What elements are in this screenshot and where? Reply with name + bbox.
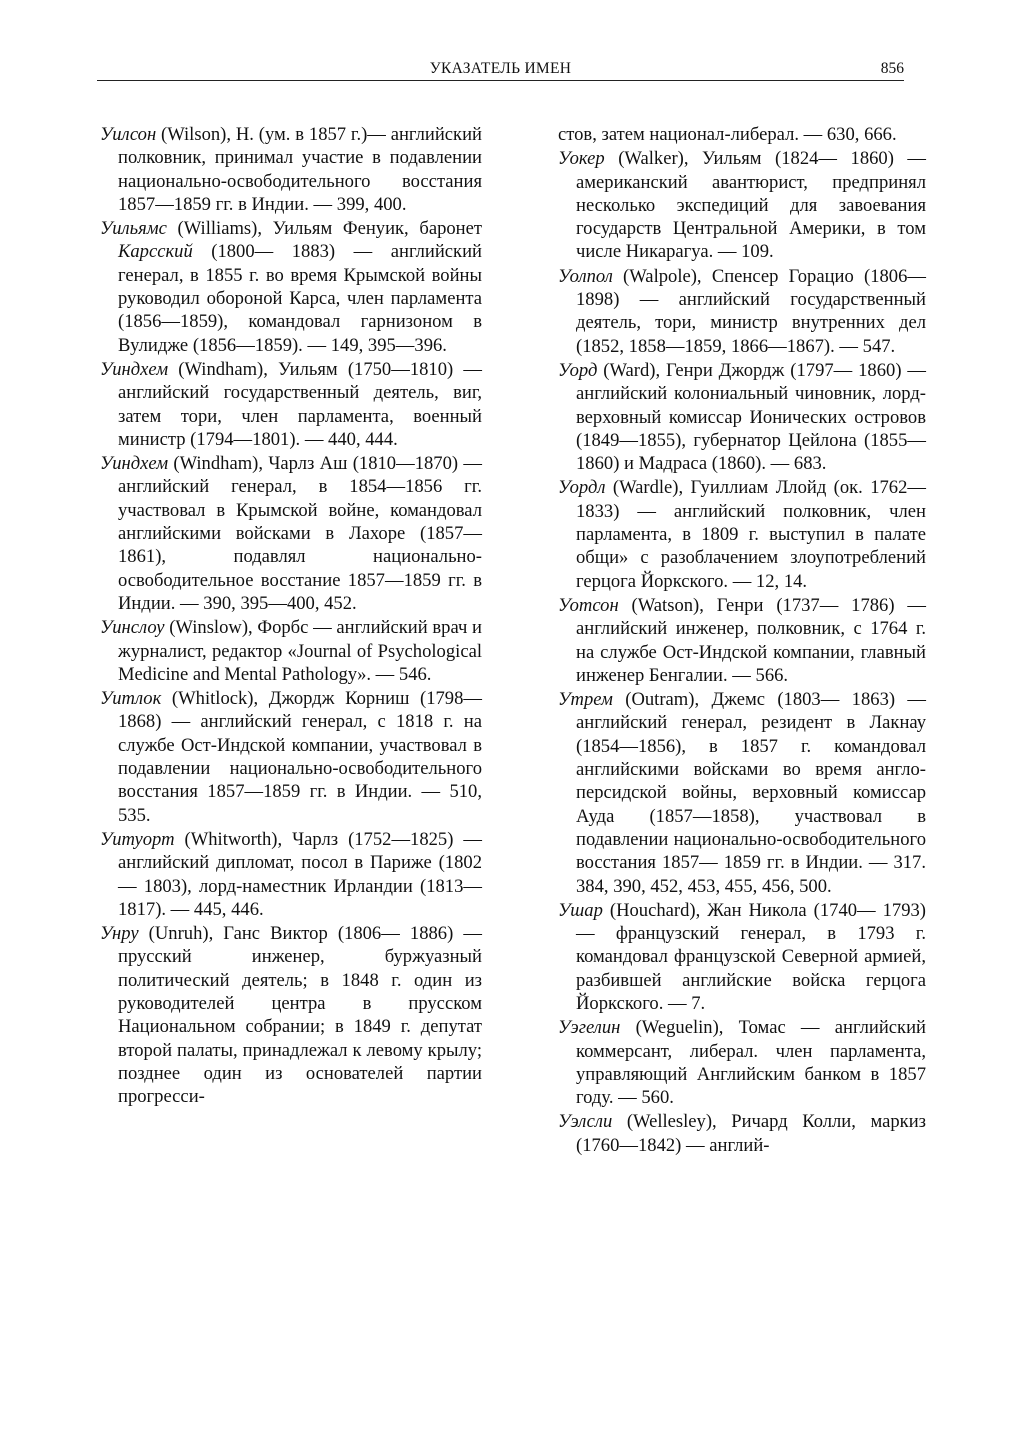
entry-name: Уитуорт (100, 828, 175, 850)
entry-text: (Windham), Уильям (1750—1810) — английский государственный деятель, виг, затем тори, член парламента, военный министр (1794—1801). — 440, 444. (118, 358, 482, 450)
index-entry (558, 1110, 926, 1157)
page-number: 856 (880, 60, 904, 77)
index-entry (558, 594, 926, 687)
left-column (100, 123, 482, 1109)
entry-name: Уилсон (100, 124, 157, 145)
entry-name: Уэгелин (558, 1017, 621, 1039)
entry-title: Карсский (118, 241, 193, 263)
entry-name: Уиндхем (100, 358, 169, 380)
entry-text: (Walpole), Спенсер Горацио (1806—1898) — английский государственный деятель, тори, министр внутренних дел (1852, 1858—1859, 1866—1867). — 547. (576, 265, 926, 357)
entry-text: (Winslow), Форбс — английский врач и журналист, редактор «Journal of Psychological Medicine and Mental Pathology». — 546. (118, 617, 482, 685)
entry-continuation (558, 123, 926, 146)
right-column (558, 123, 926, 1158)
entry-text: (Ward), Генри Джордж (1797— 1860) — английский колониальный чиновник, лорд-верховный комиссар Ионических островов (1849—1855), губернатор Цейлона (1855—1860) и Мадраса (1860). — 683. (576, 359, 926, 475)
entry-name: Уинслоу (100, 617, 165, 639)
index-entry (558, 899, 926, 1015)
entry-name: Уокер (558, 148, 605, 170)
entry-name: Унру (100, 923, 139, 945)
entry-text: (Williams), Уильям Фенуик, баронет (166, 218, 482, 240)
entry-text: (Wardle), Гуиллиам Ллойд (ок. 1762—1833) — английский полковник, член парламента, в 1809 г. выступил в палате общи» с разоблачением злоупотреблений герцога Йоркского. — 12, 14. (576, 477, 926, 592)
entry-name: Уильямс (100, 218, 167, 240)
entry-name: Уиндхем (100, 453, 169, 475)
entry-name: Утрем (558, 689, 613, 711)
index-entry (558, 688, 926, 898)
entry-text: (Unruh), Ганс Виктор (1806— 1886) — прусский инженер, буржуазный политический деятель; в 1848 г. один из руководителей центра в прусском Национальном собрании; в 1849 г. депутат второй палаты, принадлежал к левому крылу; позднее один из основателей партии прогресси- (118, 923, 482, 1108)
index-entry (100, 616, 482, 686)
entry-name: Уотсон (558, 594, 619, 616)
entry-text: (Houchard), Жан Никола (1740— 1793) — французский генерал, в 1793 г. командовал французской Северной армией, разбившей английские войска герцога Йоркского. — 7. (576, 899, 926, 1014)
index-entry (558, 265, 926, 358)
entry-text: (Weguelin), Томас — английский коммерсант, либерал. член парламента, управляющий Английским банком в 1857 году. — 560. (576, 1017, 926, 1109)
entry-text: (Outram), Джемс (1803— 1863) — английский генерал, резидент в Лакнау (1854—1856), в 1857 г. командовал английскими войсками во время англо-персидской войны, верховный комиссар Ауда (1857—1858), участвовал в подавлении национально-освободительного восстания 1857— 1859 гг. в Индии. — 317. 384, 390, 452, 453, 455, 456, 500. (576, 689, 926, 897)
index-entry (558, 476, 926, 592)
entry-name: Уитлок (100, 688, 162, 710)
header-title: УКАЗАТЕЛЬ ИМЕН (429, 60, 572, 77)
index-entry (100, 828, 482, 921)
index-entry (558, 147, 926, 263)
entry-text: (1800— 1883) — английский генерал, в 1855 г. во время Крымской войны руководил обороной Карса, член парламента (1856—1859), командовал гарнизоном в Вулидже (1856—1859). — 149, 395—396. (118, 241, 482, 356)
entry-text: (Wilson), Н. (ум. в 1857 г.)— английский полковник, принимал участие в подавлении национально-освободительного восстания 1857—1859 гг. в Индии. — 399, 400. (118, 124, 482, 215)
entry-text: (Windham), Чарлз Аш (1810—1870) — английский генерал, в 1854—1856 гг. участвовал в Крымской войне, командовал английскими войсками в Лахоре (1857—1861), подавлял национально-освободительное восстание 1857—1859 гг. в Индии. — 390, 395—400, 452. (118, 453, 482, 614)
index-entry (558, 1016, 926, 1109)
index-entry (100, 217, 482, 357)
entry-text: (Wellesley), Ричард Колли, маркиз (1760—1842) — англий- (576, 1111, 926, 1156)
entry-name: Уордл (558, 477, 606, 499)
index-entry (100, 452, 482, 615)
index-entry (100, 922, 482, 1108)
entry-text: стов, затем национал-либерал. — 630, 666. (558, 124, 897, 145)
entry-name: Уолпол (558, 265, 613, 287)
index-entry (100, 687, 482, 827)
entry-text: (Whitlock), Джордж Корниш (1798—1868) — английский генерал, с 1818 г. на службе Ост-Индской компании, участвовал в подавлении национально-освободительного восстания 1857—1859 гг. в Индии. — 510, 535. (118, 688, 482, 826)
entry-text: (Watson), Генри (1737— 1786) — английский инженер, полковник, с 1764 г. на службе Ост-Индской компании, главный инженер Бенгалии. — 566. (576, 594, 926, 686)
index-entry (558, 359, 926, 475)
entry-name: Ушар (558, 899, 603, 921)
running-header (97, 58, 904, 81)
entry-name: Уорд (558, 359, 598, 381)
entry-name: Уэлсли (558, 1111, 613, 1133)
entry-text: (Whitworth), Чарлз (1752—1825) — английский дипломат, посол в Париже (1802— 1803), лорд-наместник Ирландии (1813—1817). — 445, 446. (118, 828, 482, 920)
index-entry (100, 358, 482, 451)
entry-text: (Walker), Уильям (1824— 1860) — американский авантюрист, предпринял несколько экспедиций для завоевания государств Центральной Америки, в том числе Никарагуа. — 109. (576, 148, 926, 263)
index-entry (100, 123, 482, 216)
